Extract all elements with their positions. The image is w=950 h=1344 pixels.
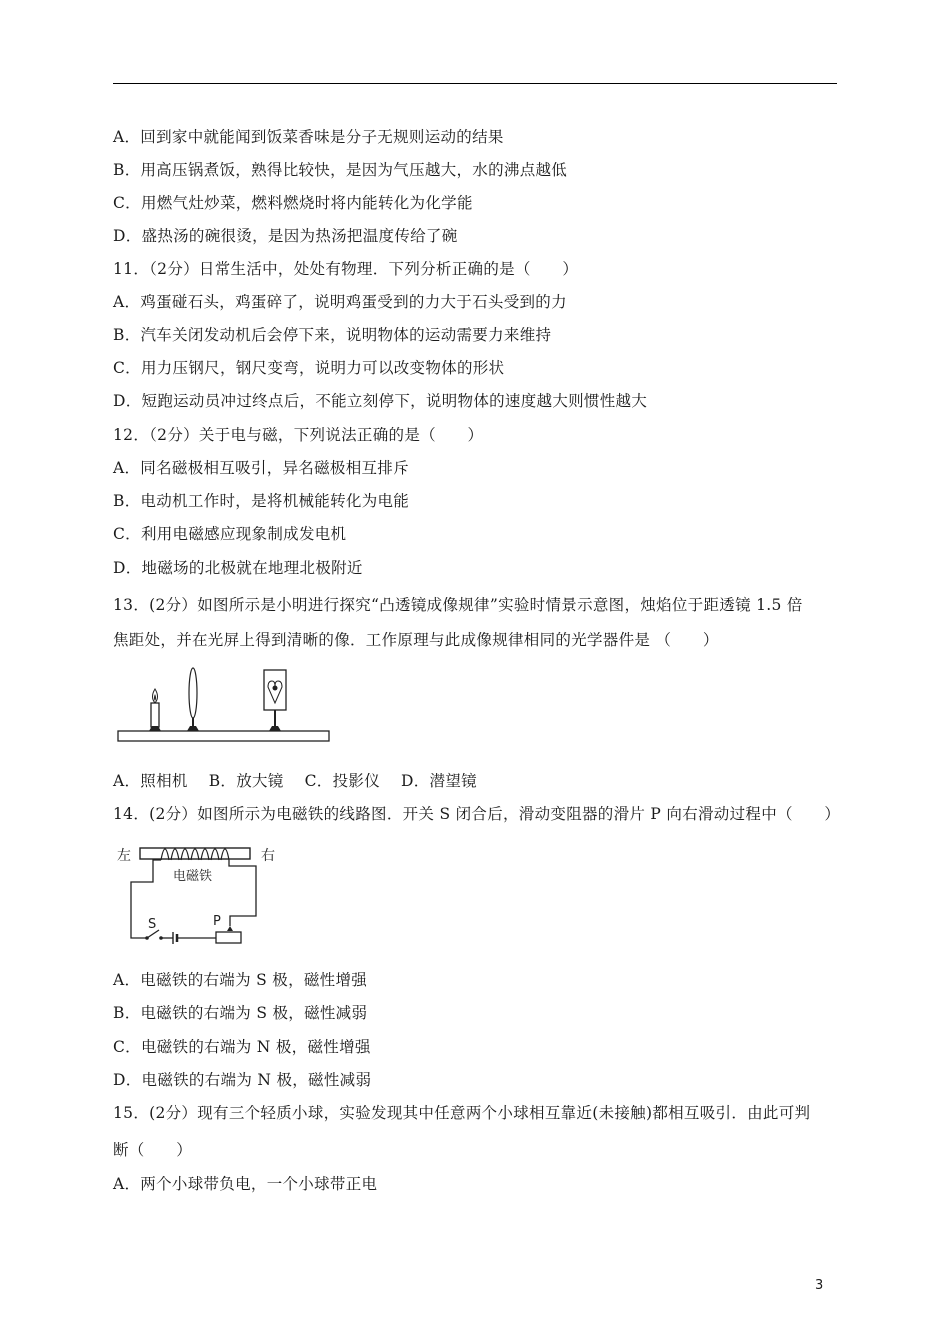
q14-option-d: D．电磁铁的右端为 N 极，磁性减弱 <box>113 1071 372 1089</box>
q15-stem-line1: 15．(2分）现有三个轻质小球，实验发现其中任意两个小球相互靠近(未接触)都相互吸引．由此可判 <box>113 1104 811 1122</box>
fig-electromagnet-label: 电磁铁 <box>173 869 213 884</box>
q11-option-b: B．汽车关闭发动机后会停下来，说明物体的运动需要力来维持 <box>113 326 552 344</box>
q12-option-a: A．同名磁极相互吸引，异名磁极相互排斥 <box>113 459 409 477</box>
candle <box>149 689 161 731</box>
q12-option-c: C．利用电磁感应现象制成发电机 <box>113 525 347 543</box>
q11-stem: 11．（2分）日常生活中，处处有物理．下列分析正确的是（ ） <box>113 260 579 278</box>
q10-option-b: B．用高压锅煮饭，熟得比较快，是因为气压越大，水的沸点越低 <box>113 161 568 179</box>
q11-option-c: C．用力压钢尺，钢尺变弯，说明力可以改变物体的形状 <box>113 359 505 377</box>
q13-options: A．照相机 B．放大镜 C．投影仪 D．潜望镜 <box>113 772 477 790</box>
fig-switch-label: S <box>148 917 157 932</box>
q10-option-a: A．回到家中就能闻到饭菜香味是分子无规则运动的结果 <box>113 128 504 146</box>
q12-option-b: B．电动机工作时，是将机械能转化为电能 <box>113 492 410 510</box>
fig-left-label: 左 <box>117 848 131 864</box>
q13-stem-line1: 13．(2分）如图所示是小明进行探究“凸透镜成像规律”实验时情景示意图，烛焰位于距透镜 1.5 倍 <box>113 596 803 614</box>
q15-option-a: A．两个小球带负电，一个小球带正电 <box>113 1175 378 1193</box>
light-screen <box>264 670 286 731</box>
q12-stem: 12．（2分）关于电与磁，下列说法正确的是（ ） <box>113 426 484 444</box>
convex-lens <box>187 668 199 731</box>
q14-stem: 14．(2分）如图所示为电磁铁的线路图．开关 S 闭合后，滑动变阻器的滑片 P 向右滑动过程中（ ） <box>113 805 841 823</box>
electromagnet-circuit-figure <box>113 836 273 948</box>
lens-experiment-figure <box>115 665 335 747</box>
q11-option-d: D．短跑运动员冲过终点后，不能立刻停下，说明物体的速度越大则惯性越大 <box>113 392 648 410</box>
fig-right-label: 右 <box>261 848 275 864</box>
q13-stem-line2: 焦距处，并在光屏上得到清晰的像．工作原理与此成像规律相同的光学器件是 （ ） <box>113 631 719 649</box>
q14-option-c: C．电磁铁的右端为 N 极，磁性增强 <box>113 1038 371 1056</box>
q14-option-b: B．电磁铁的右端为 S 极，磁性减弱 <box>113 1004 368 1022</box>
header-rule <box>113 83 837 84</box>
q15-stem-line2: 断（ ） <box>113 1141 193 1159</box>
fig-slider-label: P <box>213 914 221 929</box>
q14-option-a: A．电磁铁的右端为 S 极，磁性增强 <box>113 971 368 989</box>
q10-option-d: D．盛热汤的碗很烫，是因为热汤把温度传给了碗 <box>113 227 458 245</box>
q12-option-d: D．地磁场的北极就在地理北极附近 <box>113 559 363 577</box>
page-number: 3 <box>815 1278 824 1293</box>
q10-option-c: C．用燃气灶炒菜，燃料燃烧时将内能转化为化学能 <box>113 194 473 212</box>
q11-option-a: A．鸡蛋碰石头，鸡蛋碎了，说明鸡蛋受到的力大于石头受到的力 <box>113 293 567 311</box>
